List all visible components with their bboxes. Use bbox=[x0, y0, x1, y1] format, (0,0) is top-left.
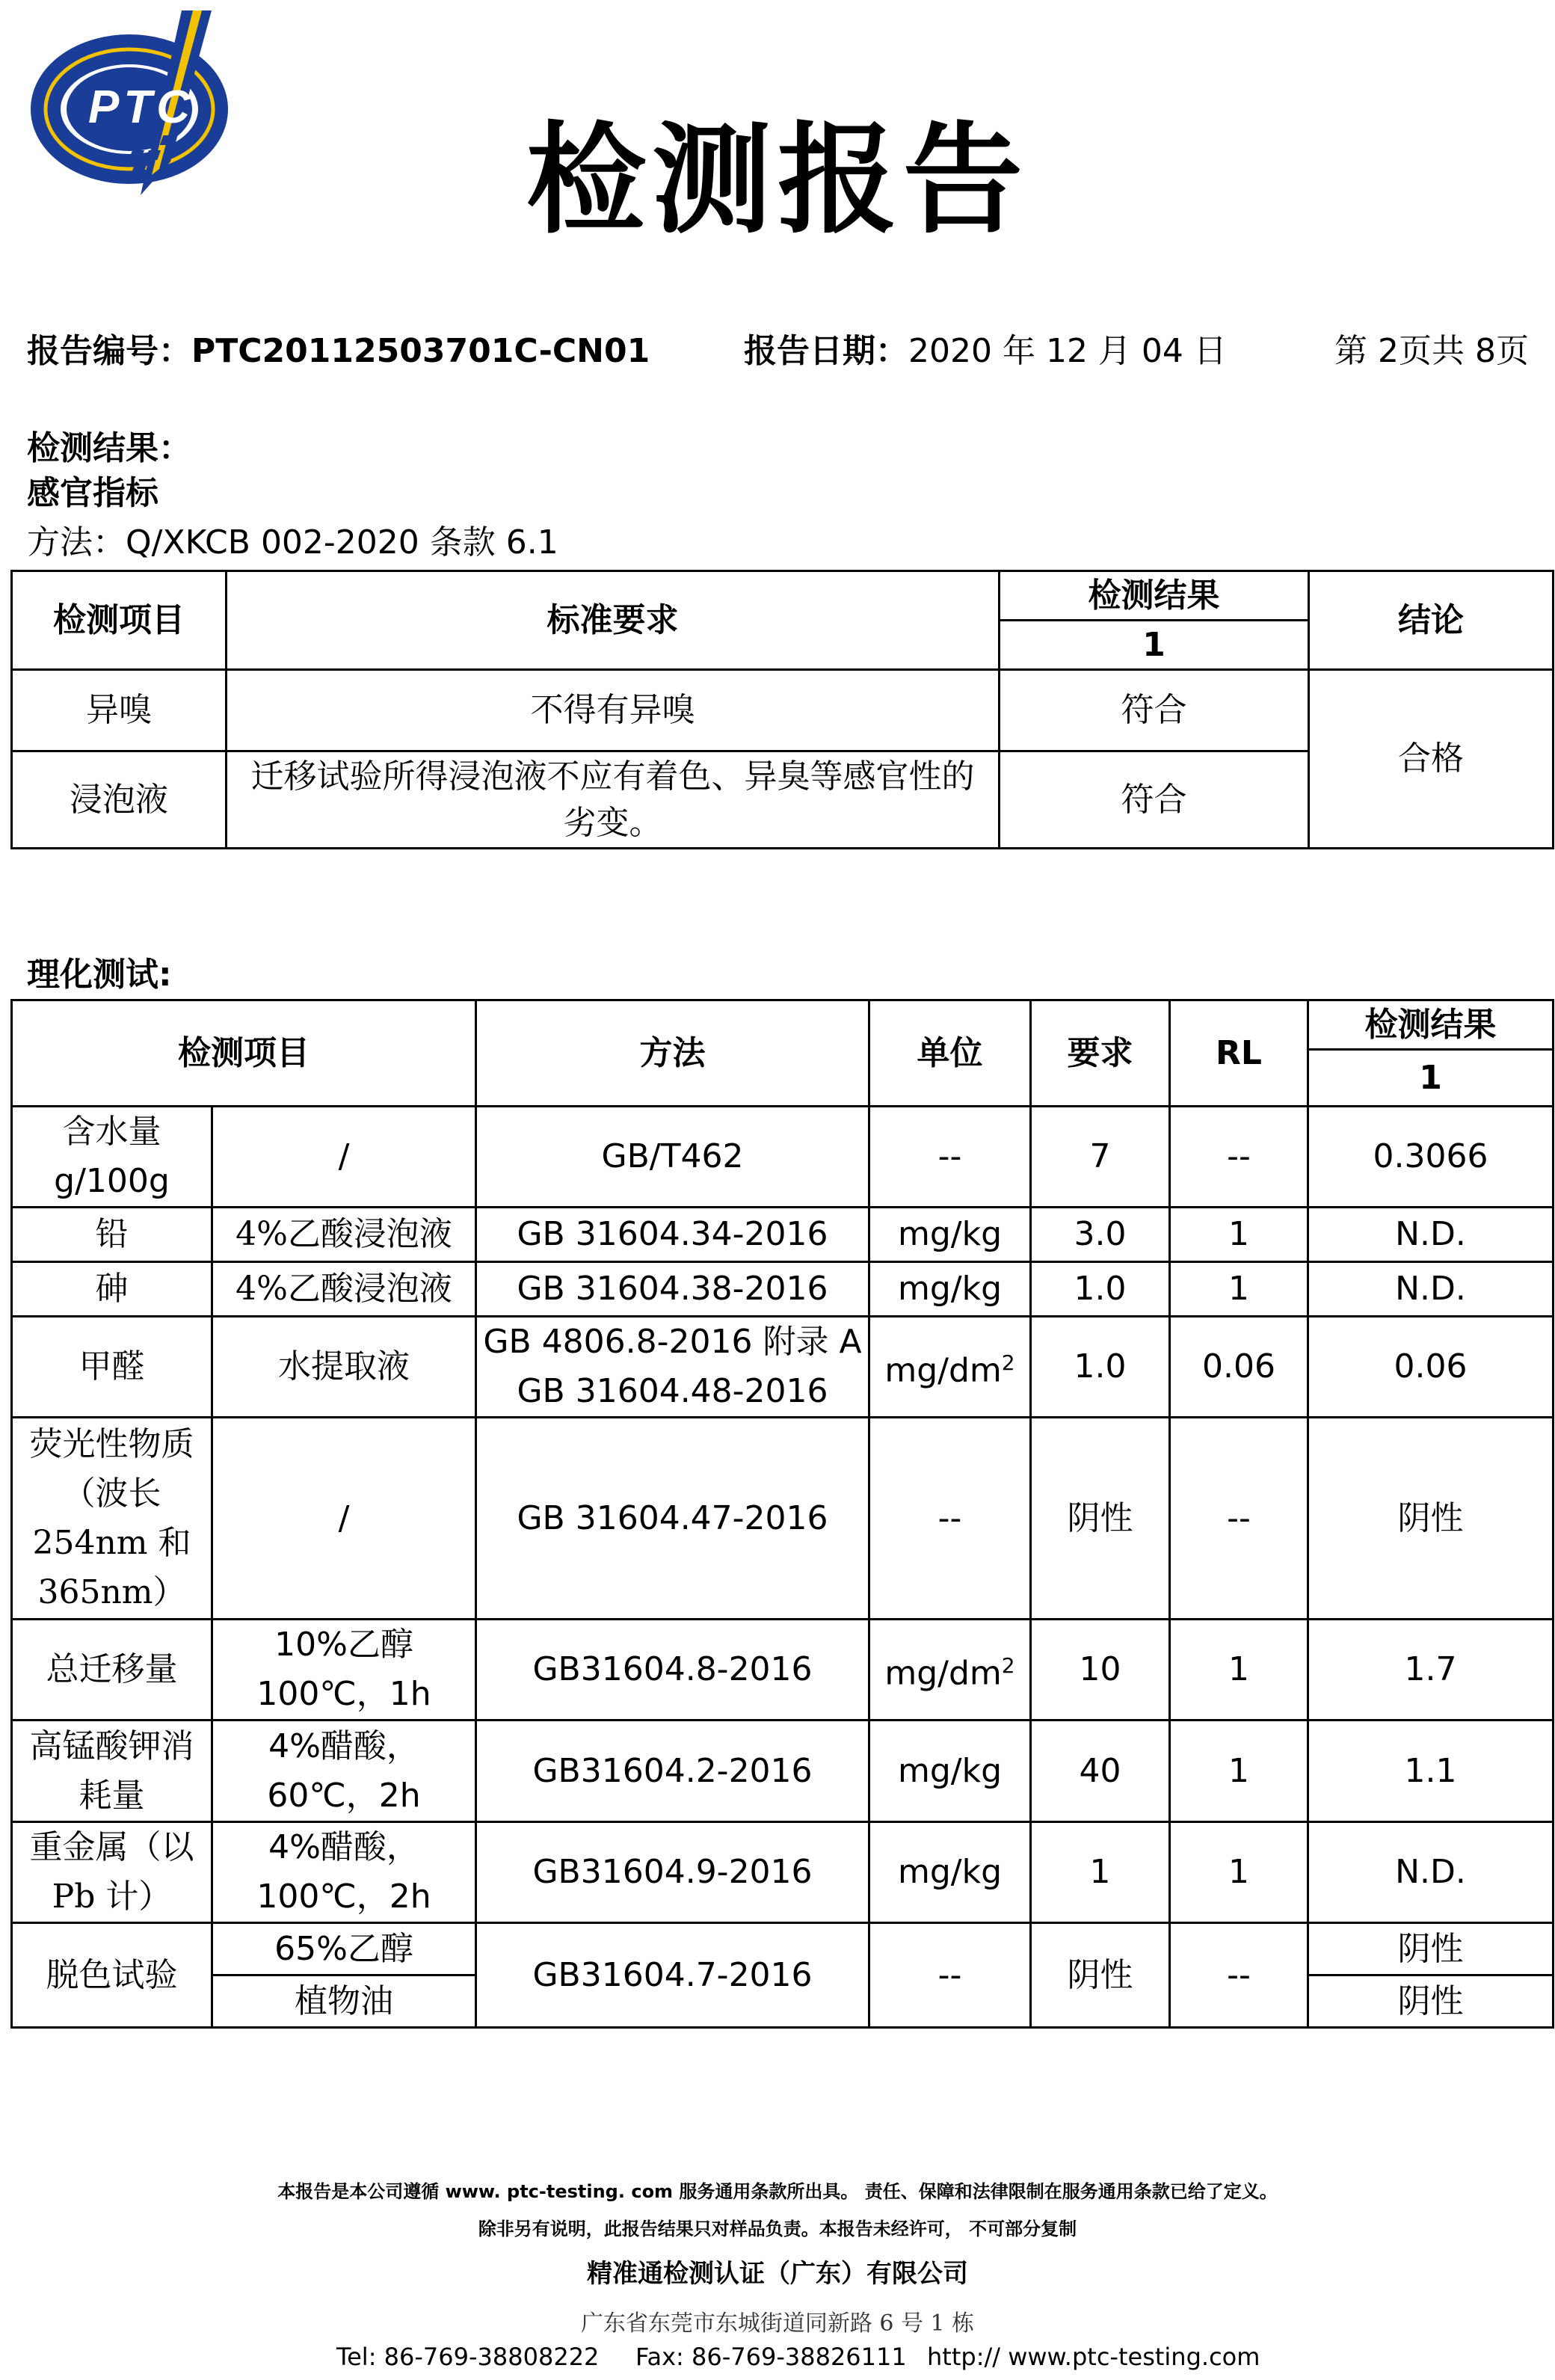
sensory-table bbox=[10, 570, 1554, 849]
col-header-result-no: 1 bbox=[1308, 1050, 1554, 1107]
method-cell: GB 31604.47-2016 bbox=[476, 1418, 869, 1620]
table-row bbox=[12, 1620, 1554, 1721]
unit-cell: -- bbox=[869, 1418, 1031, 1620]
rl-cell: 1 bbox=[1170, 1822, 1308, 1923]
col-header-standard: 标准要求 bbox=[227, 571, 1000, 670]
method-cell: GB 31604.38-2016 bbox=[476, 1262, 869, 1317]
method-cell: GB31604.2-2016 bbox=[476, 1721, 869, 1822]
item-cell: 高锰酸钾消耗量 bbox=[12, 1721, 212, 1822]
result-cell: 1.7 bbox=[1308, 1620, 1554, 1721]
unit-cell: mg/kg bbox=[869, 1721, 1031, 1822]
unit-text: mg/dm bbox=[884, 1654, 1002, 1693]
simulant-cell: 10%乙醇 100℃，1h bbox=[212, 1620, 476, 1721]
method-line: GB 31604.48-2016 bbox=[517, 1372, 828, 1410]
table-row bbox=[12, 1107, 1554, 1208]
requirement-cell: 1.0 bbox=[1031, 1317, 1170, 1418]
col-header-rl: RL bbox=[1170, 1000, 1308, 1107]
requirement-cell: 7 bbox=[1031, 1107, 1170, 1208]
item-cell: 重金属（以 Pb 计） bbox=[12, 1822, 212, 1923]
requirement-cell: 40 bbox=[1031, 1721, 1170, 1822]
method-cell: GB 31604.34-2016 bbox=[476, 1208, 869, 1262]
footer-tel: Tel: 86-769-38808222 bbox=[336, 2343, 600, 2371]
rl-cell: -- bbox=[1170, 1923, 1308, 2028]
footer-terms: 本报告是本公司遵循 www. ptc-testing. com 服务通用条款所出具。 责任、保障和法律限制在服务通用条款已给了定义。 bbox=[277, 2181, 1278, 2202]
result-cell: N.D. bbox=[1308, 1262, 1554, 1317]
table-row bbox=[12, 670, 1554, 751]
rl-cell: 1 bbox=[1170, 1208, 1308, 1262]
logo-text: PTC bbox=[88, 82, 194, 133]
table-row bbox=[12, 1262, 1554, 1317]
requirement-cell: 10 bbox=[1031, 1620, 1170, 1721]
simulant-cell: 4%醋酸，60℃，2h bbox=[212, 1721, 476, 1822]
item-cell: 含水量 g/100g bbox=[12, 1107, 212, 1208]
simulant-cell: / bbox=[212, 1107, 476, 1208]
report-date-value: 2020 年 12 月 04 日 bbox=[908, 332, 1227, 370]
item-cell: 砷 bbox=[12, 1262, 212, 1317]
footer-website[interactable]: http:// www.ptc-testing.com bbox=[927, 2343, 1260, 2371]
item-cell: 脱色试验 bbox=[12, 1923, 212, 2028]
rl-cell: 1 bbox=[1170, 1721, 1308, 1822]
requirement-cell: 1 bbox=[1031, 1822, 1170, 1923]
document-title: 检测报告 bbox=[526, 109, 1029, 250]
sensory-method: 方法：Q/XKCB 002-2020 条款 6.1 bbox=[27, 523, 558, 562]
unit-cell bbox=[869, 1620, 1031, 1721]
simulant-cell: 植物油 bbox=[212, 1975, 476, 2028]
sensory-heading: 感官指标 bbox=[27, 474, 158, 512]
requirement-cell: 阴性 bbox=[1031, 1923, 1170, 2028]
item-cell: 异嗅 bbox=[12, 670, 227, 751]
footer-fax: Fax: 86-769-38826111 bbox=[635, 2343, 907, 2371]
result-cell: N.D. bbox=[1308, 1822, 1554, 1923]
col-header-conclusion: 结论 bbox=[1309, 571, 1554, 670]
item-cell: 铅 bbox=[12, 1208, 212, 1262]
col-header-result-no: 1 bbox=[1000, 621, 1309, 670]
unit-cell: mg/kg bbox=[869, 1822, 1031, 1923]
method-cell: GB31604.7-2016 bbox=[476, 1923, 869, 2028]
table-row bbox=[12, 1822, 1554, 1923]
simulant-cell: 4%乙酸浸泡液 bbox=[212, 1262, 476, 1317]
rl-cell: 1 bbox=[1170, 1262, 1308, 1317]
col-header-method: 方法 bbox=[476, 1000, 869, 1107]
result-cell: 0.3066 bbox=[1308, 1107, 1554, 1208]
table-row bbox=[12, 1208, 1554, 1262]
requirement-cell: 3.0 bbox=[1031, 1208, 1170, 1262]
result-cell: 阴性 bbox=[1308, 1975, 1554, 2028]
col-header-item: 检测项目 bbox=[12, 1000, 476, 1107]
requirement-cell: 阴性 bbox=[1031, 1418, 1170, 1620]
result-cell: N.D. bbox=[1308, 1208, 1554, 1262]
table-row bbox=[12, 1923, 1554, 1975]
table-row bbox=[12, 1721, 1554, 1822]
simulant-cell: 水提取液 bbox=[212, 1317, 476, 1418]
physchem-heading: 理化测试: bbox=[27, 956, 172, 994]
conclusion-cell: 合格 bbox=[1309, 670, 1554, 849]
footer-disclaimer: 除非另有说明，此报告结果只对样品负责。本报告未经许可， 不可部分复制 bbox=[478, 2218, 1077, 2239]
report-number-label: 报告编号： bbox=[27, 332, 191, 370]
standard-cell: 迁移试验所得浸泡液不应有着色、异臭等感官性的劣变。 bbox=[227, 751, 1000, 849]
table-row bbox=[12, 1317, 1554, 1418]
rl-cell: 0.06 bbox=[1170, 1317, 1308, 1418]
simulant-cell: 65%乙醇 bbox=[212, 1923, 476, 1975]
unit-cell: -- bbox=[869, 1923, 1031, 2028]
result-cell: 符合 bbox=[1000, 751, 1309, 849]
col-header-unit: 单位 bbox=[869, 1000, 1031, 1107]
results-heading: 检测结果： bbox=[27, 429, 191, 467]
unit-text: mg/dm bbox=[884, 1351, 1002, 1390]
method-cell: GB/T462 bbox=[476, 1107, 869, 1208]
col-header-result: 检测结果 bbox=[1000, 571, 1309, 621]
footer-company: 精准通检测认证（广东）有限公司 bbox=[587, 2259, 968, 2289]
result-cell: 阴性 bbox=[1308, 1923, 1554, 1975]
col-header-item: 检测项目 bbox=[12, 571, 227, 670]
item-cell: 荧光性物质（波长 254nm 和 365nm） bbox=[12, 1418, 212, 1620]
table-row bbox=[12, 1418, 1554, 1620]
rl-cell: -- bbox=[1170, 1418, 1308, 1620]
standard-cell: 不得有异嗅 bbox=[227, 670, 1000, 751]
item-cell: 甲醛 bbox=[12, 1317, 212, 1418]
rl-cell: -- bbox=[1170, 1107, 1308, 1208]
method-cell bbox=[476, 1317, 869, 1418]
unit-superscript: 2 bbox=[1001, 1350, 1015, 1375]
page-number: 第 2页共 8页 bbox=[1334, 332, 1529, 370]
footer-address: 广东省东莞市东城街道同新路 6 号 1 栋 bbox=[580, 2310, 975, 2337]
requirement-cell: 1.0 bbox=[1031, 1262, 1170, 1317]
unit-cell: mg/kg bbox=[869, 1208, 1031, 1262]
method-line: GB 4806.8-2016 附录 A bbox=[483, 1323, 862, 1361]
unit-cell bbox=[869, 1317, 1031, 1418]
method-cell: GB31604.8-2016 bbox=[476, 1620, 869, 1721]
item-cell: 总迁移量 bbox=[12, 1620, 212, 1721]
simulant-cell: / bbox=[212, 1418, 476, 1620]
report-number-value: PTC20112503701C-CN01 bbox=[191, 332, 650, 370]
col-header-requirement: 要求 bbox=[1031, 1000, 1170, 1107]
unit-superscript: 2 bbox=[1001, 1652, 1015, 1678]
report-date bbox=[744, 329, 1227, 374]
unit-cell: -- bbox=[869, 1107, 1031, 1208]
physchem-table bbox=[10, 999, 1554, 2029]
result-cell: 0.06 bbox=[1308, 1317, 1554, 1418]
simulant-cell: 4%乙酸浸泡液 bbox=[212, 1208, 476, 1262]
rl-cell: 1 bbox=[1170, 1620, 1308, 1721]
report-date-label: 报告日期： bbox=[744, 332, 908, 370]
unit-cell: mg/kg bbox=[869, 1262, 1031, 1317]
result-cell: 阴性 bbox=[1308, 1418, 1554, 1620]
result-cell: 1.1 bbox=[1308, 1721, 1554, 1822]
col-header-result: 检测结果 bbox=[1308, 1000, 1554, 1050]
report-number bbox=[27, 329, 650, 374]
simulant-cell: 4%醋酸，100℃，2h bbox=[212, 1822, 476, 1923]
method-cell: GB31604.9-2016 bbox=[476, 1822, 869, 1923]
result-cell: 符合 bbox=[1000, 670, 1309, 751]
item-cell: 浸泡液 bbox=[12, 751, 227, 849]
